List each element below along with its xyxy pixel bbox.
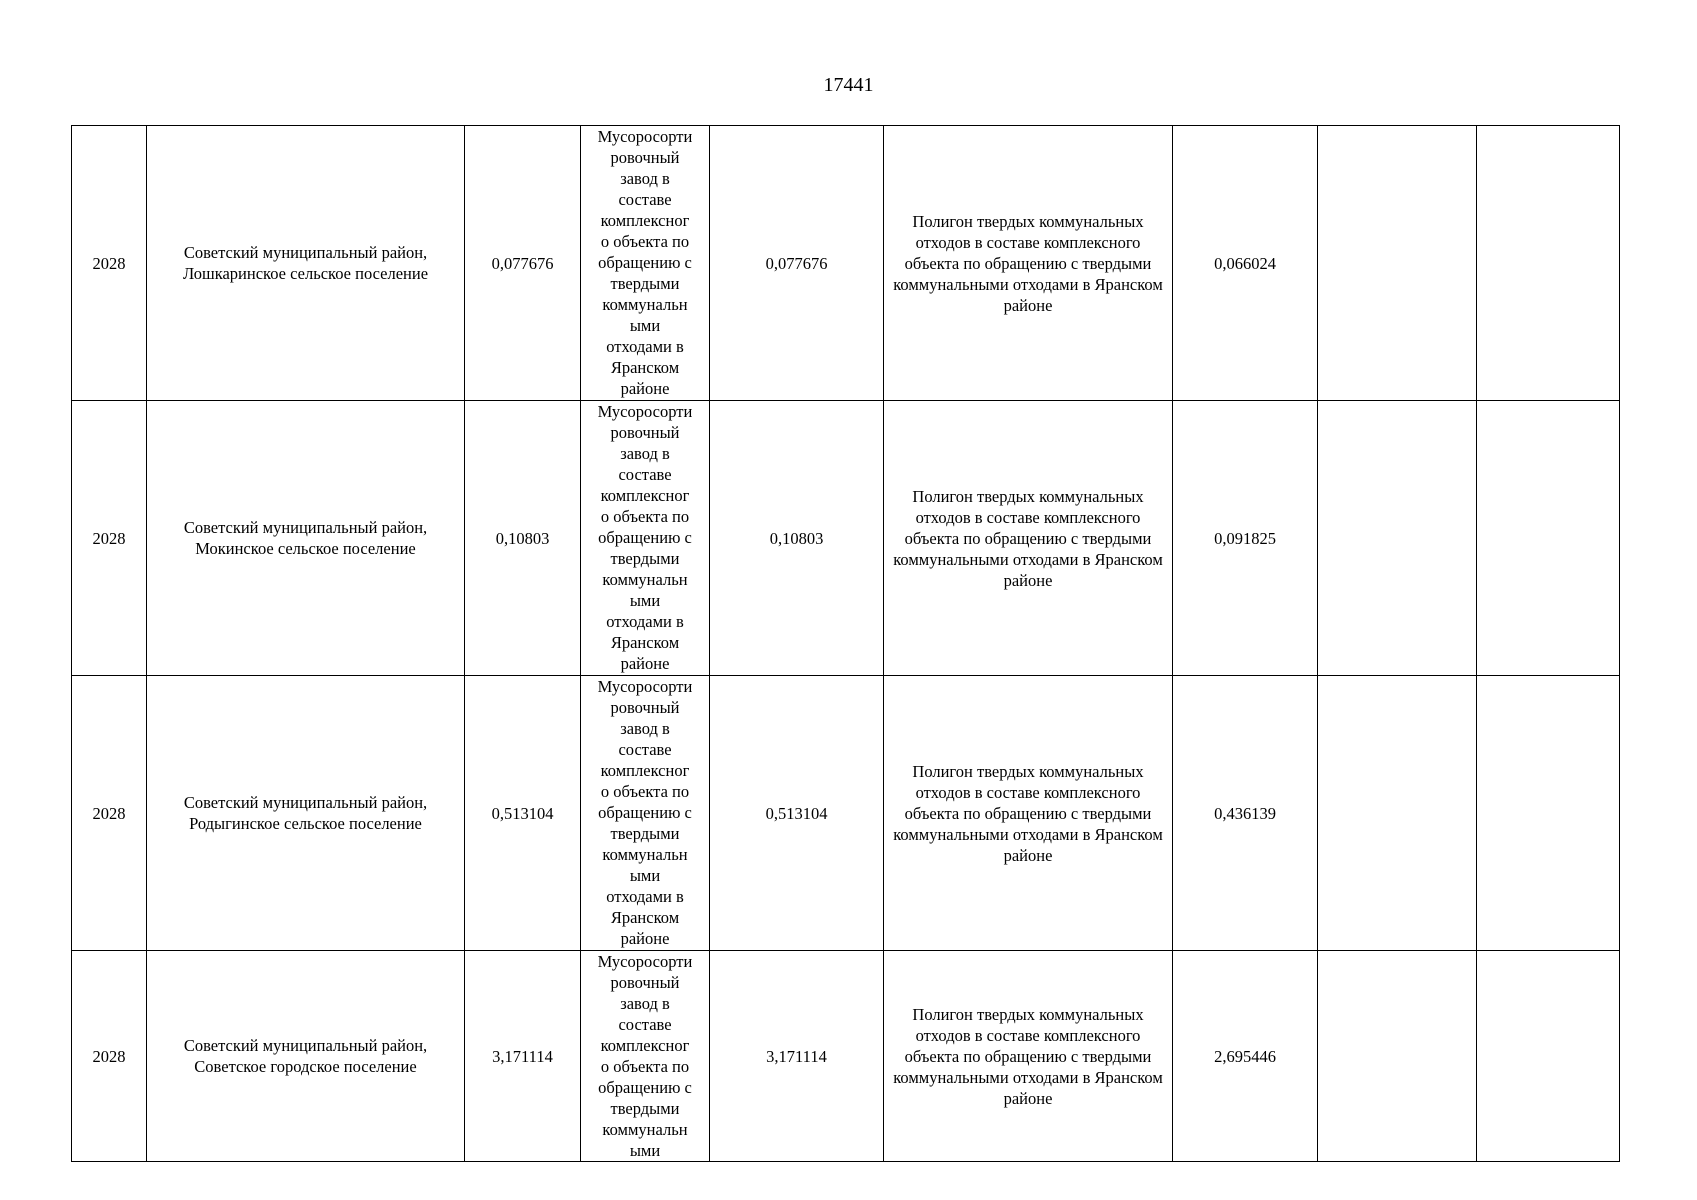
volume-to-facility-cell: 0,10803 <box>710 401 884 676</box>
empty-cell <box>1318 676 1477 951</box>
volume-to-facility-cell: 0,077676 <box>710 126 884 401</box>
landfill-cell: Полигон твердых коммунальных отходов в составе комплексного объекта по обращению с твердыми коммунальными отходами в Яранском районе <box>884 126 1173 401</box>
landfill-volume-cell: 0,091825 <box>1173 401 1318 676</box>
volume-to-facility-cell: 0,513104 <box>710 676 884 951</box>
empty-cell <box>1477 676 1620 951</box>
municipality-cell: Советский муниципальный район, Мокинское сельское поселение <box>147 401 465 676</box>
sorting-facility-cell <box>581 126 710 401</box>
empty-cell <box>1477 951 1620 1162</box>
empty-cell <box>1477 126 1620 401</box>
landfill-cell: Полигон твердых коммунальных отходов в составе комплексного объекта по обращению с твердыми коммунальными отходами в Яранском районе <box>884 951 1173 1162</box>
table-row <box>72 951 1620 1162</box>
volume-cell: 0,513104 <box>465 676 581 951</box>
landfill-volume-cell: 0,436139 <box>1173 676 1318 951</box>
municipality-cell: Советский муниципальный район, Родыгинское сельское поселение <box>147 676 465 951</box>
sorting-facility-cell <box>581 401 710 676</box>
landfill-cell: Полигон твердых коммунальных отходов в составе комплексного объекта по обращению с твердыми коммунальными отходами в Яранском районе <box>884 401 1173 676</box>
landfill-volume-cell: 0,066024 <box>1173 126 1318 401</box>
empty-cell <box>1318 951 1477 1162</box>
municipality-cell: Советский муниципальный район, Лошкаринское сельское поселение <box>147 126 465 401</box>
empty-cell <box>1318 126 1477 401</box>
landfill-volume-cell: 2,695446 <box>1173 951 1318 1162</box>
sorting-facility-cell <box>581 951 710 1162</box>
landfill-cell: Полигон твердых коммунальных отходов в составе комплексного объекта по обращению с твердыми коммунальными отходами в Яранском районе <box>884 676 1173 951</box>
volume-to-facility-cell: 3,171114 <box>710 951 884 1162</box>
year-cell: 2028 <box>72 126 147 401</box>
waste-flow-table <box>71 125 1620 1162</box>
year-cell: 2028 <box>72 951 147 1162</box>
sorting-facility-text: Мусоросорти ровочный завод в составе комплексног о объекта по обращению с твердыми коммунальн ыми отходами в Яранском районе <box>597 677 693 948</box>
volume-cell: 3,171114 <box>465 951 581 1162</box>
table-row <box>72 676 1620 951</box>
year-cell: 2028 <box>72 401 147 676</box>
empty-cell <box>1477 401 1620 676</box>
volume-cell: 0,10803 <box>465 401 581 676</box>
empty-cell <box>1318 401 1477 676</box>
year-cell: 2028 <box>72 676 147 951</box>
volume-cell: 0,077676 <box>465 126 581 401</box>
sorting-facility-text: Мусоросорти ровочный завод в составе комплексног о объекта по обращению с твердыми коммунальн ыми <box>597 952 693 1160</box>
sorting-facility-text: Мусоросорти ровочный завод в составе комплексног о объекта по обращению с твердыми коммунальн ыми отходами в Яранском районе <box>597 127 693 398</box>
municipality-cell: Советский муниципальный район, Советское городское поселение <box>147 951 465 1162</box>
page-number: 17441 <box>823 74 874 96</box>
sorting-facility-text: Мусоросорти ровочный завод в составе комплексног о объекта по обращению с твердыми коммунальн ыми отходами в Яранском районе <box>597 402 693 673</box>
table-row <box>72 401 1620 676</box>
sorting-facility-cell <box>581 676 710 951</box>
table-row <box>72 126 1620 401</box>
